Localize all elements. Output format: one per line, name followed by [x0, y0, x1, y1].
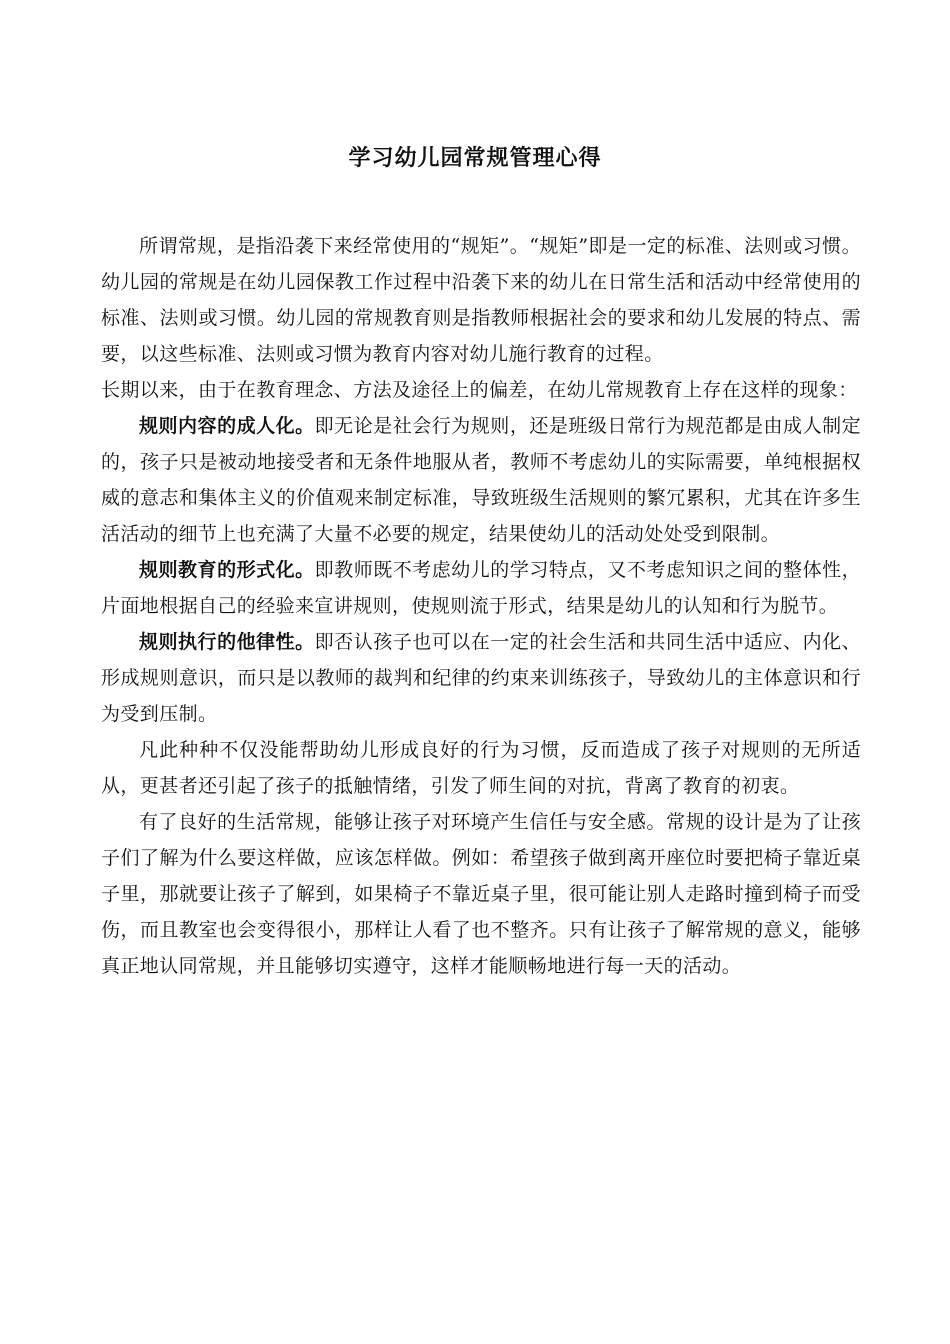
paragraph-text: 即教师既不考虑幼儿的学习特点，又不考虑知识之间的整体性，片面地根据自己的经验来宣讲规则，使规则流于形式，结果是幼儿的认知和行为脱节。 — [101, 559, 861, 617]
paragraph-good-routines — [101, 804, 861, 984]
paragraph-intro — [101, 228, 861, 372]
paragraph-phenomena — [101, 372, 861, 408]
paragraph-text: 所谓常规，是指沿袭下来经常使用的“规矩”。“规矩”即是一定的标准、法则或习惯。幼儿园的常规是在幼儿园保教工作过程中沿袭下来的幼儿在日常生活和活动中经常使用的标准、法则或习惯。幼儿园的常规教育则是指教师根据社会的要求和幼儿发展的特点、需要，以这些标准、法则或习惯为教育内容对幼儿施行教育的过程。 — [101, 235, 861, 365]
paragraph-consequences — [101, 732, 861, 804]
document-title: 学习幼儿园常规管理心得 — [348, 146, 602, 171]
paragraph-formalization — [101, 552, 861, 624]
paragraph-lead: 规则执行的他律性。 — [139, 631, 315, 653]
document-body — [101, 228, 861, 984]
paragraph-heteronomy — [101, 624, 861, 732]
paragraph-text: 凡此种种不仅没能帮助幼儿形成良好的行为习惯，反而造成了孩子对规则的无所适从，更甚者还引起了孩子的抵触情绪，引发了师生间的对抗，背离了教育的初衷。 — [101, 739, 861, 797]
paragraph-adultification — [101, 408, 861, 552]
paragraph-text: 即无论是社会行为规则，还是班级日常行为规范都是由成人制定的，孩子只是被动地接受者和无条件地服从者，教师不考虑幼儿的实际需要，单纯根据权威的意志和集体主义的价值观来制定标准，导致班级生活规则的繁冗累积，尤其在许多生活活动的细节上也充满了大量不必要的规定，结果使幼儿的活动处处受到限制。 — [101, 415, 861, 545]
paragraph-lead: 规则教育的形式化。 — [139, 559, 315, 581]
paragraph-text: 即否认孩子也可以在一定的社会生活和共同生活中适应、内化、形成规则意识，而只是以教师的裁判和纪律的约束来训练孩子，导致幼儿的主体意识和行为受到压制。 — [101, 631, 861, 725]
paragraph-lead: 规则内容的成人化。 — [139, 415, 315, 437]
paragraph-text: 长期以来，由于在教育理念、方法及途径上的偏差，在幼儿常规教育上存在这样的现象： — [101, 379, 858, 401]
paragraph-text: 有了良好的生活常规，能够让孩子对环境产生信任与安全感。常规的设计是为了让孩子们了解为什么要这样做，应该怎样做。例如：希望孩子做到离开座位时要把椅子靠近桌子里，那就要让孩子了解到，如果椅子不靠近桌子里，很可能让别人走路时撞到椅子而受伤，而且教室也会变得很小，那样让人看了也不整齐。只有让孩子了解常规的意义，能够真正地认同常规，并且能够切实遵守，这样才能顺畅地进行每一天的活动。 — [101, 811, 861, 977]
